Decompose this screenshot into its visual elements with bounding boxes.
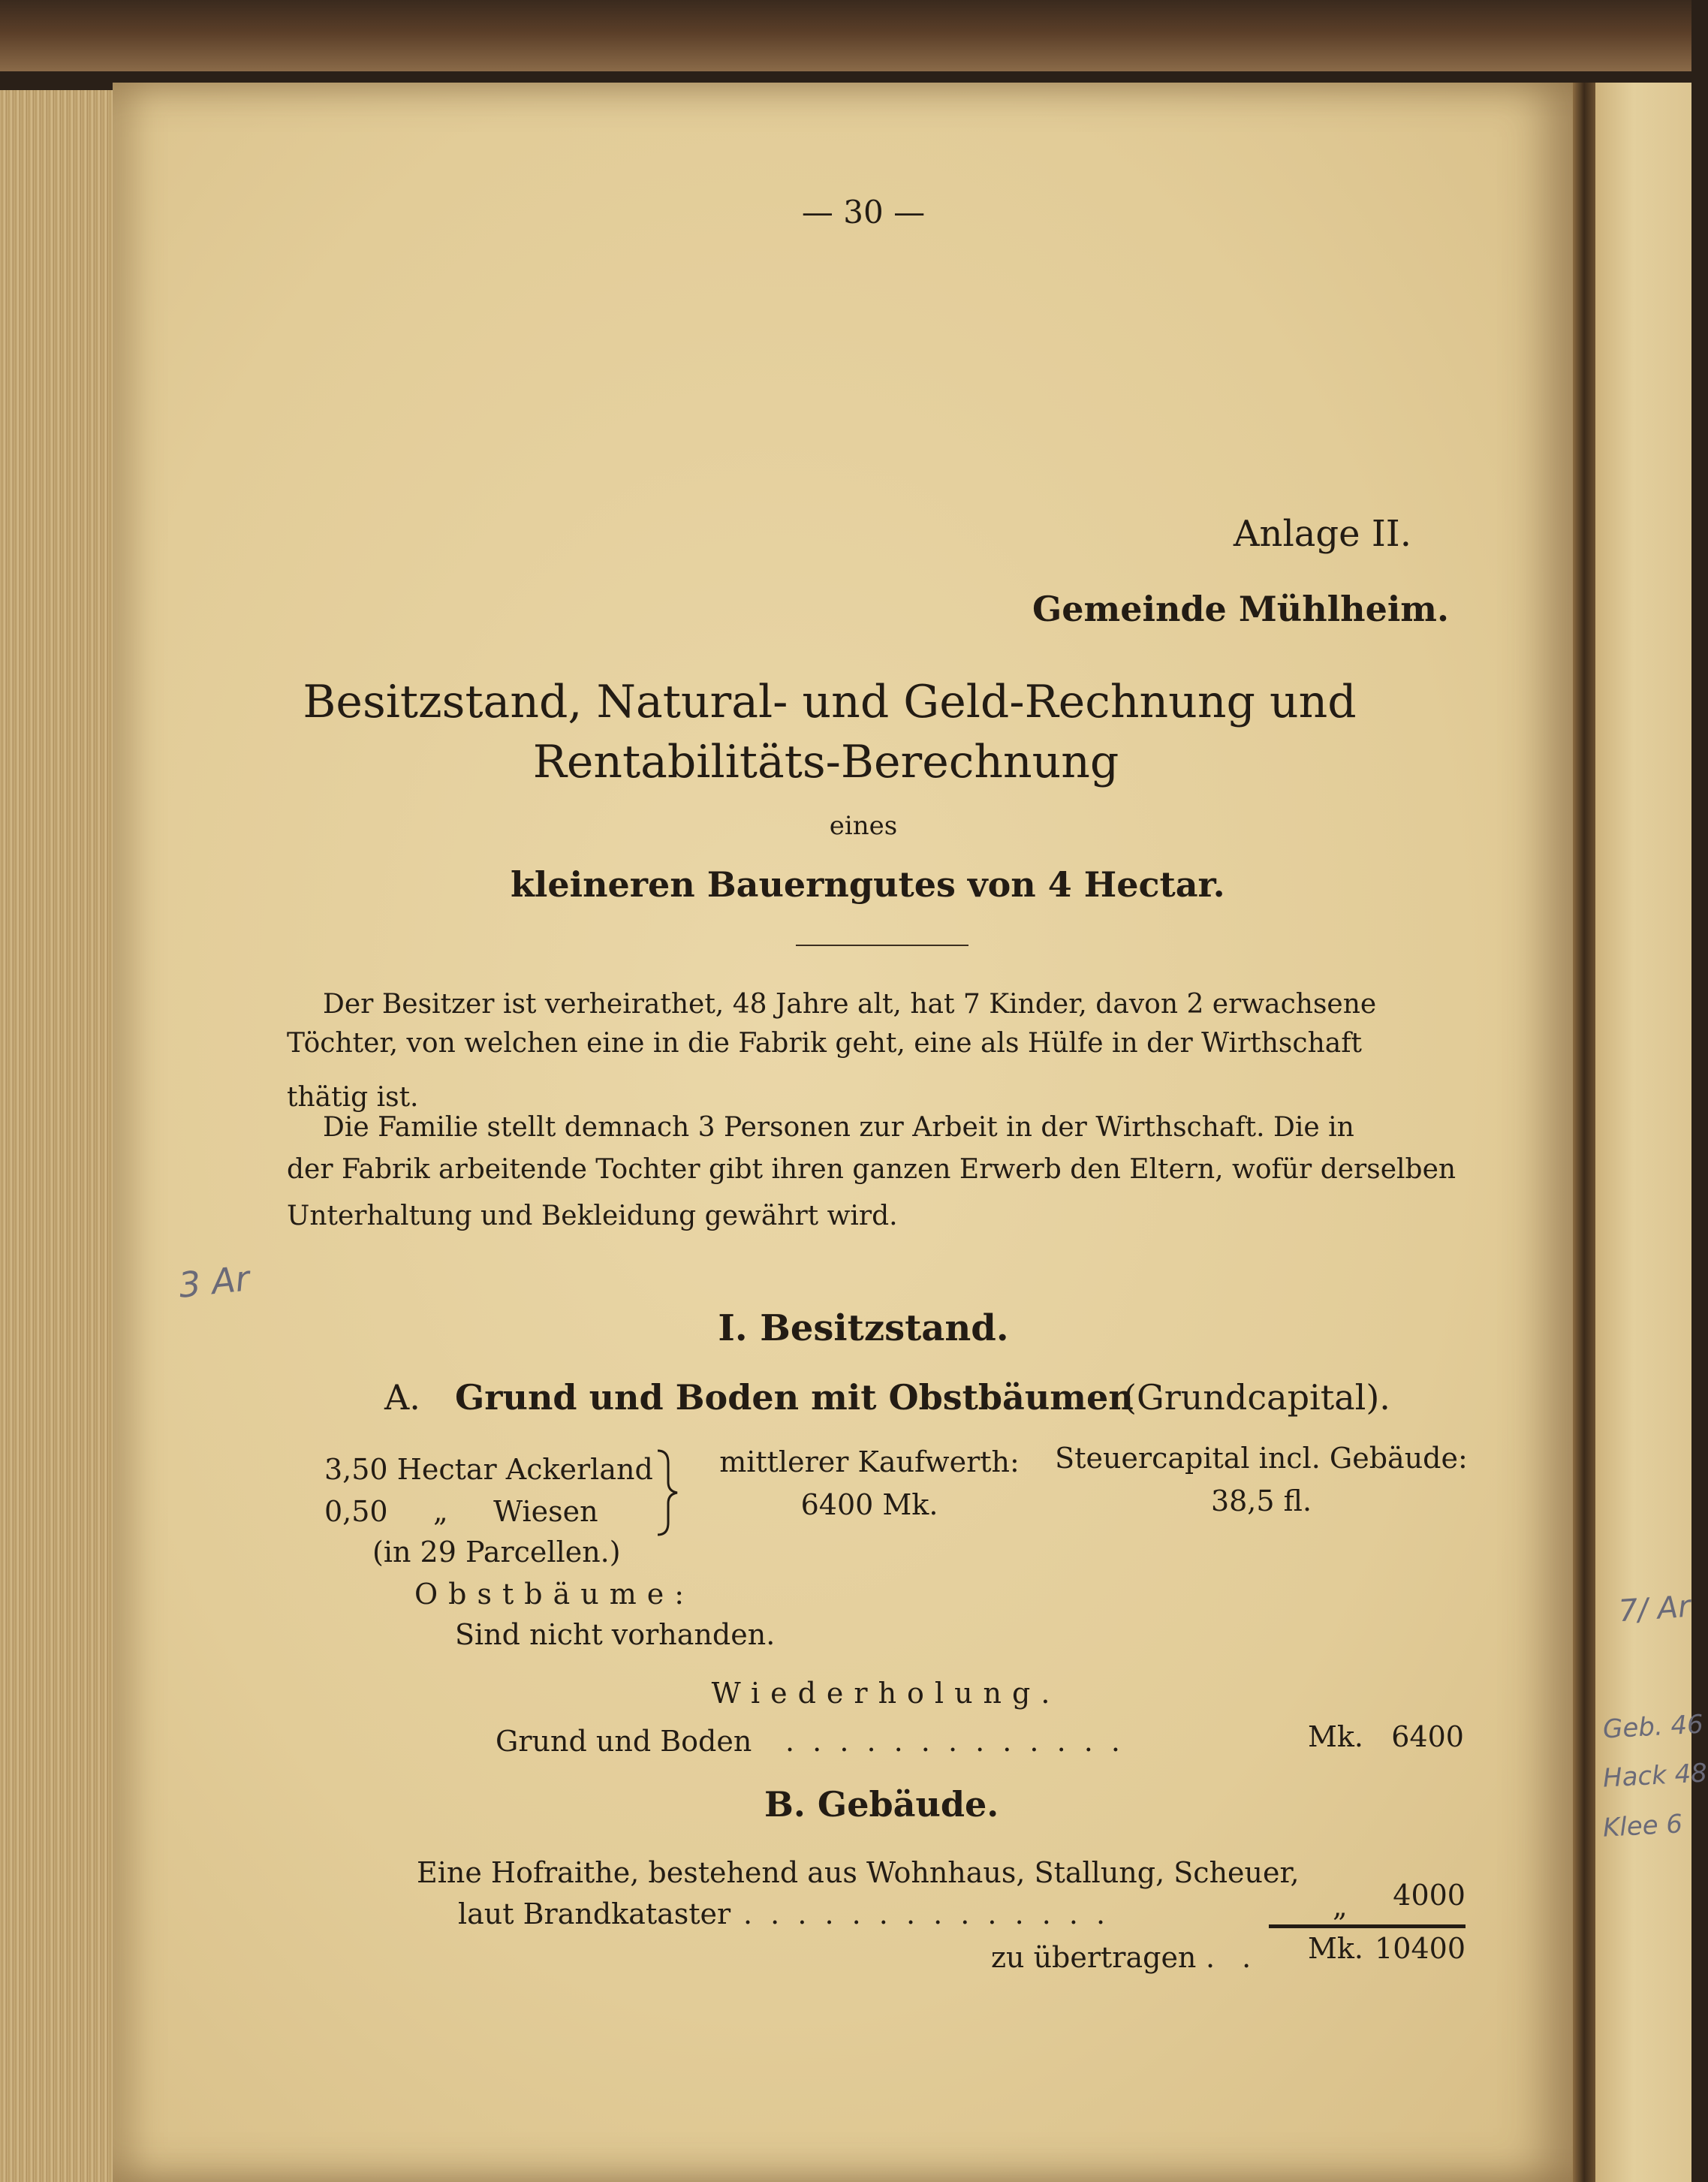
municipality-name: Gemeinde Mühlheim. xyxy=(1032,589,1449,629)
tax-capital-label: Steuercapital incl. Gebäude: xyxy=(1055,1442,1468,1475)
carry-over-dots: . . xyxy=(1206,1941,1261,1974)
appendix-label: Anlage II. xyxy=(1233,513,1411,555)
land-row-arable: 3,50 Hectar Ackerland xyxy=(324,1453,653,1486)
land-brace xyxy=(652,1448,682,1538)
paragraph-1-line-1: Der Besitzer ist verheirathet, 48 Jahre alt, hat 7 Kinder, davon 2 erwachsene xyxy=(323,989,1377,1020)
section-I-heading: I. Besitzstand. xyxy=(718,1307,1009,1349)
section-A-note: (Grundcapital). xyxy=(1123,1377,1390,1418)
repetition-dots: . . . . . . . . . . . . . xyxy=(785,1725,1125,1758)
buildings-line-1: Eine Hofraithe, bestehend aus Wohnhaus, Stallung, Scheuer, xyxy=(417,1856,1300,1889)
section-A-label: A. xyxy=(384,1377,420,1418)
buildings-amount: 4000 xyxy=(1393,1879,1466,1912)
book-top-edge xyxy=(0,0,1691,71)
title-line-2: Rentabilitäts-Berechnung xyxy=(532,736,1119,788)
page-number: — 30 — xyxy=(801,194,926,231)
repetition-label: Grund und Boden xyxy=(496,1725,752,1758)
carry-over-amount: 10400 xyxy=(1375,1932,1466,1965)
book-gutter xyxy=(1573,83,1595,2182)
purchase-value-label: mittlerer Kaufwerth: xyxy=(719,1445,1020,1478)
paragraph-2-line-3: Unterhaltung und Bekleidung gewährt wird. xyxy=(287,1201,898,1231)
fruit-trees-heading: Obstbäume: xyxy=(414,1578,695,1611)
sum-rule xyxy=(1269,1924,1466,1928)
margin-note-left: 3 Ar xyxy=(176,1258,252,1306)
margin-note-right-4: Klee 6 xyxy=(1602,1809,1684,1843)
buildings-unit: „ xyxy=(1333,1890,1348,1923)
page-stack-edge xyxy=(0,90,128,2182)
carry-over-label: zu übertragen xyxy=(991,1941,1197,1974)
repetition-unit: Mk. xyxy=(1308,1720,1364,1753)
repetition-heading: Wiederholung. xyxy=(711,1677,1061,1710)
paragraph-1-line-2: Töchter, von welchen eine in die Fabrik geht, eine als Hülfe in der Wirthschaft xyxy=(287,1028,1363,1059)
title-line-1: Besitzstand, Natural- und Geld-Rechnung und xyxy=(303,676,1357,728)
parcels-note: (in 29 Parcellen.) xyxy=(372,1536,621,1569)
paragraph-2-line-1: Die Familie stellt demnach 3 Personen zur Arbeit in der Wirthschaft. Die in xyxy=(323,1112,1354,1143)
land-row-meadows: 0,50 „ Wiesen xyxy=(324,1495,598,1528)
paragraph-2-line-2: der Fabrik arbeitende Tochter gibt ihren ganzen Erwerb den Eltern, wofür derselben xyxy=(287,1154,1456,1185)
margin-note-right-1: 7/ Ar xyxy=(1617,1589,1691,1629)
section-A-heading: Grund und Boden mit Obstbäumen xyxy=(455,1377,1134,1418)
title-connector: eines xyxy=(829,811,898,841)
paragraph-1-line-3: thätig ist. xyxy=(287,1082,419,1113)
tax-capital-value: 38,5 fl. xyxy=(1210,1484,1312,1517)
facing-page-edge xyxy=(1595,83,1691,2182)
fruit-trees-text: Sind nicht vorhanden. xyxy=(455,1618,776,1651)
purchase-value: 6400 Mk. xyxy=(800,1488,938,1521)
buildings-dots: . . . . . . . . . . . . . . xyxy=(743,1897,1110,1930)
margin-note-right-3: Hack 48 xyxy=(1602,1758,1708,1794)
buildings-line-2: laut Brandkataster xyxy=(458,1897,731,1930)
repetition-amount: 6400 xyxy=(1391,1720,1464,1753)
carry-over-unit: Mk. xyxy=(1308,1932,1364,1965)
margin-note-right-2: Geb. 46 xyxy=(1602,1709,1704,1745)
section-B-heading: B. Gebäude. xyxy=(764,1784,999,1825)
title-divider xyxy=(796,945,968,946)
title-subject: kleineren Bauerngutes von 4 Hectar. xyxy=(511,864,1225,905)
